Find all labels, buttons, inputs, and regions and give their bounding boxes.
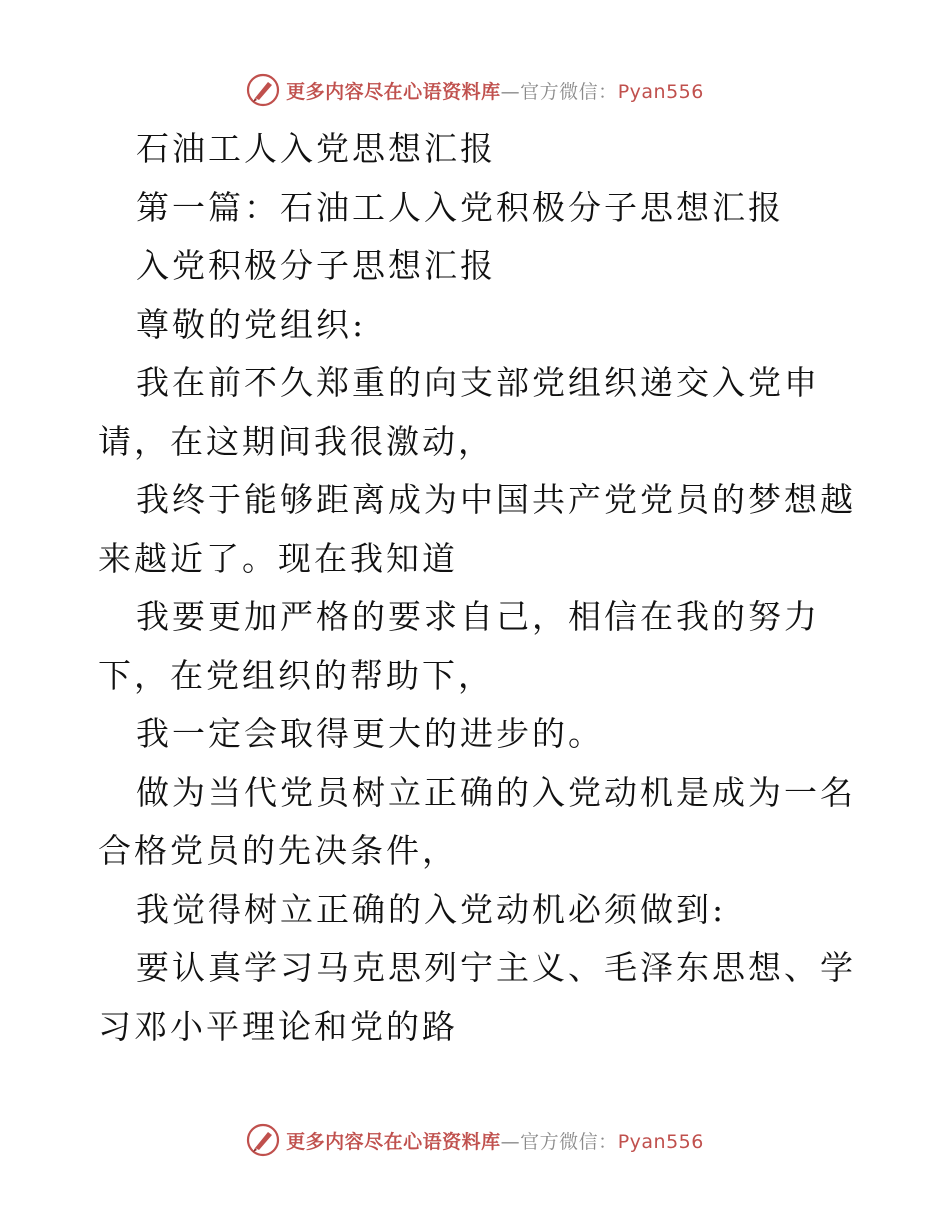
document-body	[98, 120, 868, 1056]
header-watermark-banner	[0, 70, 950, 110]
footer-watermark-banner	[0, 1120, 950, 1160]
body-paragraph: 我要更加严格的要求自己，相信在我的努力下，在党组织的帮助下，	[98, 597, 820, 695]
salutation: 尊敬的党组织:	[136, 304, 367, 344]
quill-logo-icon	[246, 1123, 280, 1157]
watermark-site-name: 更多内容尽在心语资料库	[286, 1130, 501, 1153]
watermark-wechat-id: Pyan556	[617, 80, 704, 103]
body-paragraph: 我觉得树立正确的入党动机必须做到:	[136, 889, 727, 929]
body-paragraph: 做为当代党员树立正确的入党动机是成为一名合格党员的先决条件，	[98, 772, 856, 870]
body-paragraph: 我终于能够距离成为中国共产党党员的梦想越来越近了。现在我知道	[98, 480, 856, 578]
watermark-wechat-id: Pyan556	[617, 1130, 704, 1153]
watermark-site-name: 更多内容尽在心语资料库	[286, 80, 501, 103]
body-paragraph: 要认真学习马克思列宁主义、毛泽东思想、学习邓小平理论和党的路	[98, 948, 856, 1046]
section-heading: 第一篇：石油工人入党积极分子思想汇报	[136, 187, 784, 227]
watermark-wechat-label: —官方微信：	[500, 80, 618, 103]
report-subtitle: 入党积极分子思想汇报	[136, 246, 496, 285]
body-paragraph: 我在前不久郑重的向支部党组织递交入党申请，在这期间我很激动，	[98, 363, 820, 461]
watermark-text	[286, 77, 704, 104]
quill-logo-icon	[246, 73, 280, 107]
body-paragraph: 我一定会取得更大的进步的。	[136, 714, 604, 753]
watermark-wechat-label: —官方微信：	[500, 1130, 618, 1153]
document-title: 石油工人入党思想汇报	[136, 129, 496, 168]
watermark-text	[286, 1127, 704, 1154]
